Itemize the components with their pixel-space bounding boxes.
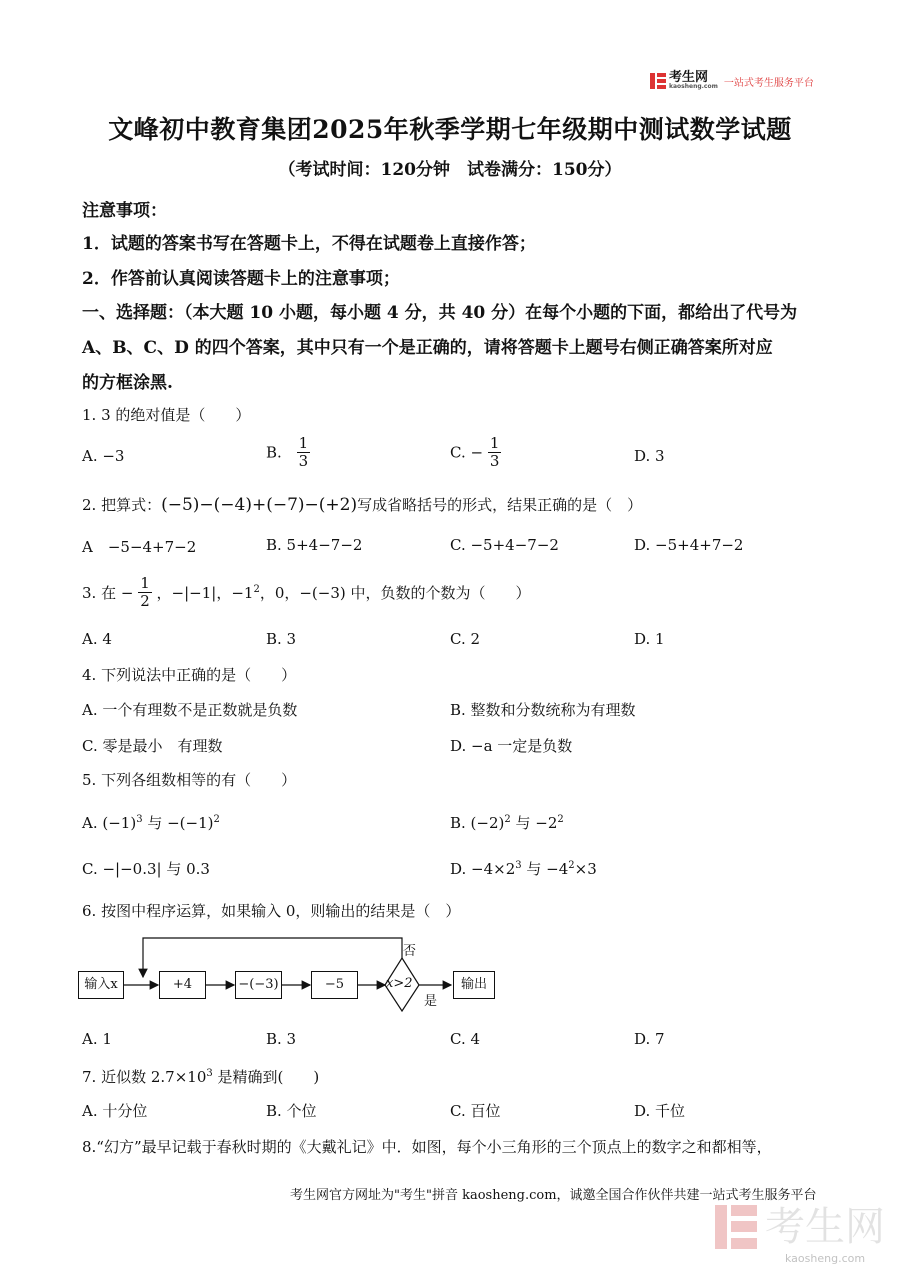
section1-line: 的方框涂黑. bbox=[82, 373, 173, 393]
q5-stem: 5. 下列各组数相等的有（ ） bbox=[82, 771, 297, 789]
brand-logo-icon bbox=[650, 73, 666, 89]
q1-option-c: C. − $\frac{1}{3}$ bbox=[450, 434, 500, 470]
q5-option-a: A. $(-1)^3$ 与 $-(-1)^2$ bbox=[82, 814, 220, 832]
footer-text: 考生网官方网址为"考生"拼音 kaosheng.com，诚邀全国合作伙伴共建一站式考生服务平台 bbox=[290, 1188, 817, 1203]
watermark-logo-icon bbox=[715, 1205, 757, 1249]
brand-url: kaosheng.com bbox=[669, 83, 718, 90]
q2-option-c: C. −5+4−7−2 bbox=[450, 536, 559, 554]
q1-stem: 1. 3 的绝对值是（ ） bbox=[82, 406, 251, 424]
flow-condition-label: x>2 bbox=[386, 976, 413, 991]
q3-stem: 3. 在 − $\frac{1}{2}$ ，−|−1|，$-1^2$，0，−(−3) 中，负数的个数为（ ） bbox=[82, 574, 531, 610]
page-title: 文峰初中教育集团2025年秋季学期七年级期中测试数学试题 bbox=[108, 115, 792, 144]
section1-line: 一、选择题：（本大题 10 小题，每小题 4 分，共 40 分）在每个小题的下面，都给出了代号为 bbox=[82, 303, 798, 323]
q2-option-d: D. −5+4+7−2 bbox=[634, 536, 744, 554]
q4-option-a: A. 一个有理数不是正数就是负数 bbox=[82, 701, 298, 719]
q7-option-d: D. 千位 bbox=[634, 1102, 686, 1120]
brand-logo bbox=[650, 72, 814, 90]
q3-option-a: A. 4 bbox=[82, 630, 112, 648]
flow-step-box: −(−3) bbox=[235, 971, 282, 999]
q3-option-b: B. 3 bbox=[266, 630, 297, 648]
flow-no-label: 否 bbox=[403, 944, 417, 959]
notice-item: 2．作答前认真阅读答题卡上的注意事项； bbox=[82, 269, 400, 289]
brand-name: 考生网 kaosheng.com bbox=[669, 70, 718, 90]
q7-option-c: C. 百位 bbox=[450, 1102, 501, 1120]
watermark-url: kaosheng.com bbox=[785, 1252, 866, 1265]
q8-stem: 8.“幻方”最早记载于春秋时期的《大戴礼记》中．如图，每个小三角形的三个顶点上的数字之和都相等， bbox=[82, 1138, 772, 1156]
flow-output-box: 输出 bbox=[453, 971, 495, 999]
flow-step-box: +4 bbox=[159, 971, 206, 999]
q6-stem: 6. 按图中程序运算，如果输入 0，则输出的结果是（ ） bbox=[82, 902, 461, 920]
q6-option-b: B. 3 bbox=[266, 1030, 297, 1048]
notice-item: 1．试题的答案书写在答题卡上，不得在试题卷上直接作答； bbox=[82, 234, 536, 254]
notice-heading: 注意事项： bbox=[82, 201, 167, 221]
q3-option-c: C. 2 bbox=[450, 630, 481, 648]
q7-option-b: B. 个位 bbox=[266, 1102, 317, 1120]
q6-option-a: A. 1 bbox=[82, 1030, 112, 1048]
q2-option-a: A −5−4+7−2 bbox=[82, 538, 197, 556]
q1-option-b: B. $\frac{1}{3}$ bbox=[266, 434, 309, 470]
q2-option-b: B. 5+4−7−2 bbox=[266, 536, 363, 554]
flow-input-box: 输入x bbox=[78, 971, 124, 999]
watermark-logo bbox=[715, 1205, 885, 1249]
q6-flowchart bbox=[78, 930, 508, 1015]
q7-option-a: A. 十分位 bbox=[82, 1102, 148, 1120]
flow-step-box: −5 bbox=[311, 971, 358, 999]
q1-option-a: A. −3 bbox=[82, 447, 125, 465]
watermark-name: 考生网 bbox=[765, 1204, 885, 1250]
brand-tagline: 一站式考生服务平台 bbox=[723, 77, 814, 89]
q3-option-d: D. 1 bbox=[634, 630, 665, 648]
q6-option-c: C. 4 bbox=[450, 1030, 481, 1048]
q2-stem: 2. 把算式：(−5)−(−4)+(−7)−(+2)写成省略括号的形式，结果正确的是（ ） bbox=[82, 495, 643, 515]
flow-yes-label: 是 bbox=[424, 994, 438, 1009]
q7-stem: 7. 近似数 $2.7\times 10^3$ 是精确到( ) bbox=[82, 1068, 320, 1086]
page-subtitle: （考试时间：120分钟 试卷满分：150分） bbox=[278, 160, 622, 180]
q5-option-d: D. $-4\times 2^3$ 与 $-4^2\times 3$ bbox=[450, 860, 597, 878]
q5-option-c: C. −|−0.3| 与 0.3 bbox=[82, 860, 210, 878]
q1-option-d: D. 3 bbox=[634, 447, 665, 465]
q4-option-c: C. 零是最小 有理数 bbox=[82, 737, 223, 755]
q6-option-d: D. 7 bbox=[634, 1030, 665, 1048]
q4-stem: 4. 下列说法中正确的是（ ） bbox=[82, 666, 297, 684]
q4-option-b: B. 整数和分数统称为有理数 bbox=[450, 701, 636, 719]
q4-option-d: D. −a 一定是负数 bbox=[450, 737, 573, 755]
section1-line: A、B、C、D 的四个答案，其中只有一个是正确的，请将答题卡上题号右侧正确答案所对应 bbox=[82, 338, 773, 358]
q5-option-b: B. $(-2)^2$ 与 $-2^2$ bbox=[450, 814, 564, 832]
